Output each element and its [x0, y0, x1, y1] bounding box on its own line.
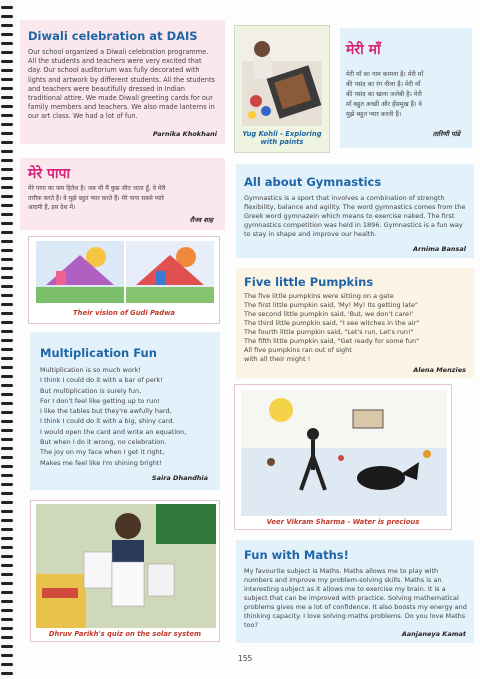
gudi-padwa-artwork — [36, 241, 214, 303]
pumpkins-body — [244, 292, 419, 364]
mere-papa-author: रौनव शाह — [189, 216, 213, 224]
binding-ring — [1, 393, 13, 396]
yug-painting-photo — [242, 31, 322, 126]
binding-ring — [1, 663, 13, 666]
maths-body: My favourite subject is Maths. Maths allows me to play with numbers and improve my problem-solving skills. Maths is an interesting subject as it allows me to exercise my brain. It is a subject that can be improved with practice. Solving mathematical problems gives me a lot of confidence. It also boosts my energy and thinking capacity. I love solving maths problems. Do you love Maths too? — [244, 567, 467, 629]
meri-maa-body — [346, 70, 423, 120]
binding-ring — [1, 483, 13, 486]
binding-ring — [1, 411, 13, 414]
pumpkins-line: The fourth little pumpkin said, "Let's run, Let's run!" — [244, 328, 414, 336]
binding-ring — [1, 546, 13, 549]
pumpkins-line: All five pumpkins ran out of sight — [244, 346, 352, 354]
yug-caption — [235, 130, 329, 146]
binding-ring — [1, 510, 13, 513]
binding-ring — [1, 195, 13, 198]
binding-ring — [1, 177, 13, 180]
gymnastics-body: Gymnastics is a sport that involves a combination of strength flexibility, balance and agility. The word gymnastics comes from the Greek word gymnazein which means to exercise naked. The first gymnastics competition was held in 1896. Gymnastics is a fun way to stay in shape and improve our health. — [244, 194, 466, 238]
dhruv-photo-card — [30, 500, 220, 642]
binding-ring — [1, 654, 13, 657]
diwali-body: Our school organized a Diwali celebration programme. All the students and teachers were very excited that day. Our school auditorium was fully decorated with lights and artwork by different students. All the students and teachers were beautifully dressed in Indian traditional attire. We made Diwali greeting cards for our family members and teachers. We also made lanterns in our art class. We had a lot of fun. — [28, 48, 215, 121]
binding-ring — [1, 105, 13, 108]
binding-ring — [1, 456, 13, 459]
gudi-padwa-card — [28, 236, 220, 324]
multiplication-line: Makes me feel like I'm shining bright! — [40, 458, 162, 467]
binding-ring — [1, 15, 13, 18]
binding-ring — [1, 573, 13, 576]
binding-ring — [1, 276, 13, 279]
multiplication-line: Multiplication is so much work! — [40, 366, 141, 374]
binding-ring — [1, 303, 13, 306]
yug-photo-card — [234, 25, 330, 153]
meri-maa-author: तारिणी पांडे — [432, 130, 460, 138]
gudi-padwa-caption: Their vision of Gudi Padwa — [73, 309, 175, 317]
binding-ring — [1, 69, 13, 72]
multiplication-body — [40, 365, 186, 468]
binding-ring — [1, 375, 13, 378]
gymnastics-title: All about Gymnastics — [244, 175, 382, 189]
binding-ring — [1, 312, 13, 315]
veer-drawing-card — [234, 384, 452, 530]
diwali-article — [20, 20, 225, 144]
binding-ring — [1, 33, 13, 36]
meri-maa-line: मुझे बहुत प्यार करती हैं। — [346, 111, 402, 118]
pumpkins-line: with all their might ! — [244, 355, 311, 363]
binding-ring — [1, 348, 13, 351]
binding-ring — [1, 285, 13, 288]
binding-ring — [1, 339, 13, 342]
maths-title: Fun with Maths! — [244, 548, 349, 562]
mere-papa-line: मेरे पापा का नाम हितेश है। जब भी मैं कुछ जीत जाता हूँ, वे मेरी — [28, 185, 166, 192]
binding-ring — [1, 249, 13, 252]
binding-ring — [1, 492, 13, 495]
binding-ring — [1, 537, 13, 540]
multiplication-poem — [30, 332, 220, 490]
binding-ring — [1, 87, 13, 90]
maths-author: Aanjaneya Kamat — [401, 630, 466, 638]
mere-papa-line: तारीफ़ करते हैं। वे मुझे बहुत प्यार करते हैं। मेरे पापा सबसे प्यारे — [28, 194, 164, 202]
binding-ring — [1, 240, 13, 243]
mere-papa-line: आदमी हैं, इस देश में। — [28, 204, 76, 211]
spiral-binding — [0, 0, 14, 679]
binding-ring — [1, 168, 13, 171]
mere-papa-title: मेरे पापा — [28, 166, 71, 182]
yug-caption-line-1: Yug Kohli - Exploring — [242, 130, 322, 138]
pumpkins-line: The fifth little pumpkin said, "Get ready for some fun" — [244, 337, 420, 345]
multiplication-line: The joy on my face when I get it right, — [40, 448, 165, 457]
binding-ring — [1, 222, 13, 225]
gymnastics-article — [236, 164, 474, 258]
pumpkins-author: Alena Menzies — [413, 366, 466, 374]
binding-ring — [1, 213, 13, 216]
diwali-author: Parnika Khokhani — [152, 130, 217, 138]
meri-maa-article — [340, 28, 472, 148]
multiplication-line: For I don't feel like getting up to run! — [40, 396, 160, 405]
binding-ring — [1, 564, 13, 567]
binding-ring — [1, 60, 13, 63]
binding-ring — [1, 186, 13, 189]
binding-ring — [1, 141, 13, 144]
gymnastics-author: Arnima Bansal — [413, 245, 466, 253]
meri-maa-line: की पसंद का खाना जलेबी है। मेरी — [346, 91, 422, 98]
binding-ring — [1, 78, 13, 81]
binding-ring — [1, 366, 13, 369]
water-drawing — [241, 390, 447, 516]
binding-ring — [1, 600, 13, 603]
binding-ring — [1, 465, 13, 468]
binding-ring — [1, 627, 13, 630]
binding-ring — [1, 447, 13, 450]
veer-caption: Veer Vikram Sharma - Water is precious — [266, 518, 420, 526]
pumpkins-line: The second little pumpkin said, 'But, we don't care!' — [244, 310, 414, 318]
meri-maa-line: की पसंद का रंग नीला है। मेरी माँ — [346, 81, 421, 88]
diwali-title: Diwali celebration at DAIS — [28, 29, 198, 43]
binding-ring — [1, 474, 13, 477]
pumpkins-line: The third little pumpkin said, "I see witches in the air" — [244, 319, 420, 327]
meri-maa-line: मेरी माँ का नाम कामना है। मेरी माँ — [346, 71, 424, 78]
multiplication-line: I think I could do it with a big, shiny card. — [40, 417, 175, 426]
binding-ring — [1, 528, 13, 531]
binding-ring — [1, 645, 13, 648]
page-number: 155 — [238, 654, 253, 663]
binding-ring — [1, 231, 13, 234]
binding-ring — [1, 321, 13, 324]
binding-ring — [1, 267, 13, 270]
binding-ring — [1, 294, 13, 297]
binding-ring — [1, 429, 13, 432]
binding-ring — [1, 519, 13, 522]
binding-ring — [1, 51, 13, 54]
multiplication-author: Saira Dhandhia — [151, 474, 208, 482]
pumpkins-line: The five little pumpkins were sitting on a gate — [244, 292, 394, 300]
binding-ring — [1, 357, 13, 360]
meri-maa-line: माँ बहुत अच्छी और हँसमुख हैं। वे — [346, 101, 422, 108]
mere-papa-body — [28, 184, 166, 213]
binding-ring — [1, 150, 13, 153]
multiplication-line: But multiplication is surely fun, — [40, 386, 142, 395]
mere-papa-article — [20, 158, 225, 230]
binding-ring — [1, 591, 13, 594]
binding-ring — [1, 672, 13, 675]
pumpkins-poem — [236, 268, 474, 378]
binding-ring — [1, 6, 13, 9]
binding-ring — [1, 636, 13, 639]
meri-maa-title: मेरी माँ — [346, 42, 381, 58]
pumpkins-title: Five little Pumpkins — [244, 275, 374, 289]
multiplication-line: I think I could do it with a bar of perk! — [40, 376, 163, 385]
binding-ring — [1, 204, 13, 207]
yug-caption-line-2: with paints — [260, 138, 304, 146]
multiplication-line: But when I do it wrong, no celebration. — [40, 438, 167, 447]
magazine-page — [14, 0, 480, 679]
binding-ring — [1, 618, 13, 621]
binding-ring — [1, 96, 13, 99]
binding-ring — [1, 438, 13, 441]
binding-ring — [1, 114, 13, 117]
binding-ring — [1, 609, 13, 612]
pumpkins-line: The first little pumpkin said, 'My! My! Its getting late" — [244, 301, 419, 309]
multiplication-line: I would open the card and write an equation, — [40, 427, 187, 436]
maths-article — [236, 540, 474, 643]
binding-ring — [1, 159, 13, 162]
binding-ring — [1, 123, 13, 126]
binding-ring — [1, 24, 13, 27]
binding-ring — [1, 42, 13, 45]
binding-ring — [1, 582, 13, 585]
binding-ring — [1, 402, 13, 405]
binding-ring — [1, 330, 13, 333]
binding-ring — [1, 420, 13, 423]
multiplication-line: I like the tables but they're awfully hard, — [40, 407, 172, 416]
binding-ring — [1, 132, 13, 135]
multiplication-title: Multiplication Fun — [40, 346, 157, 360]
binding-ring — [1, 501, 13, 504]
binding-ring — [1, 258, 13, 261]
dhruv-quiz-photo — [36, 504, 216, 628]
binding-ring — [1, 555, 13, 558]
binding-ring — [1, 384, 13, 387]
dhruv-caption: Dhruv Parikh's quiz on the solar system — [48, 630, 202, 638]
